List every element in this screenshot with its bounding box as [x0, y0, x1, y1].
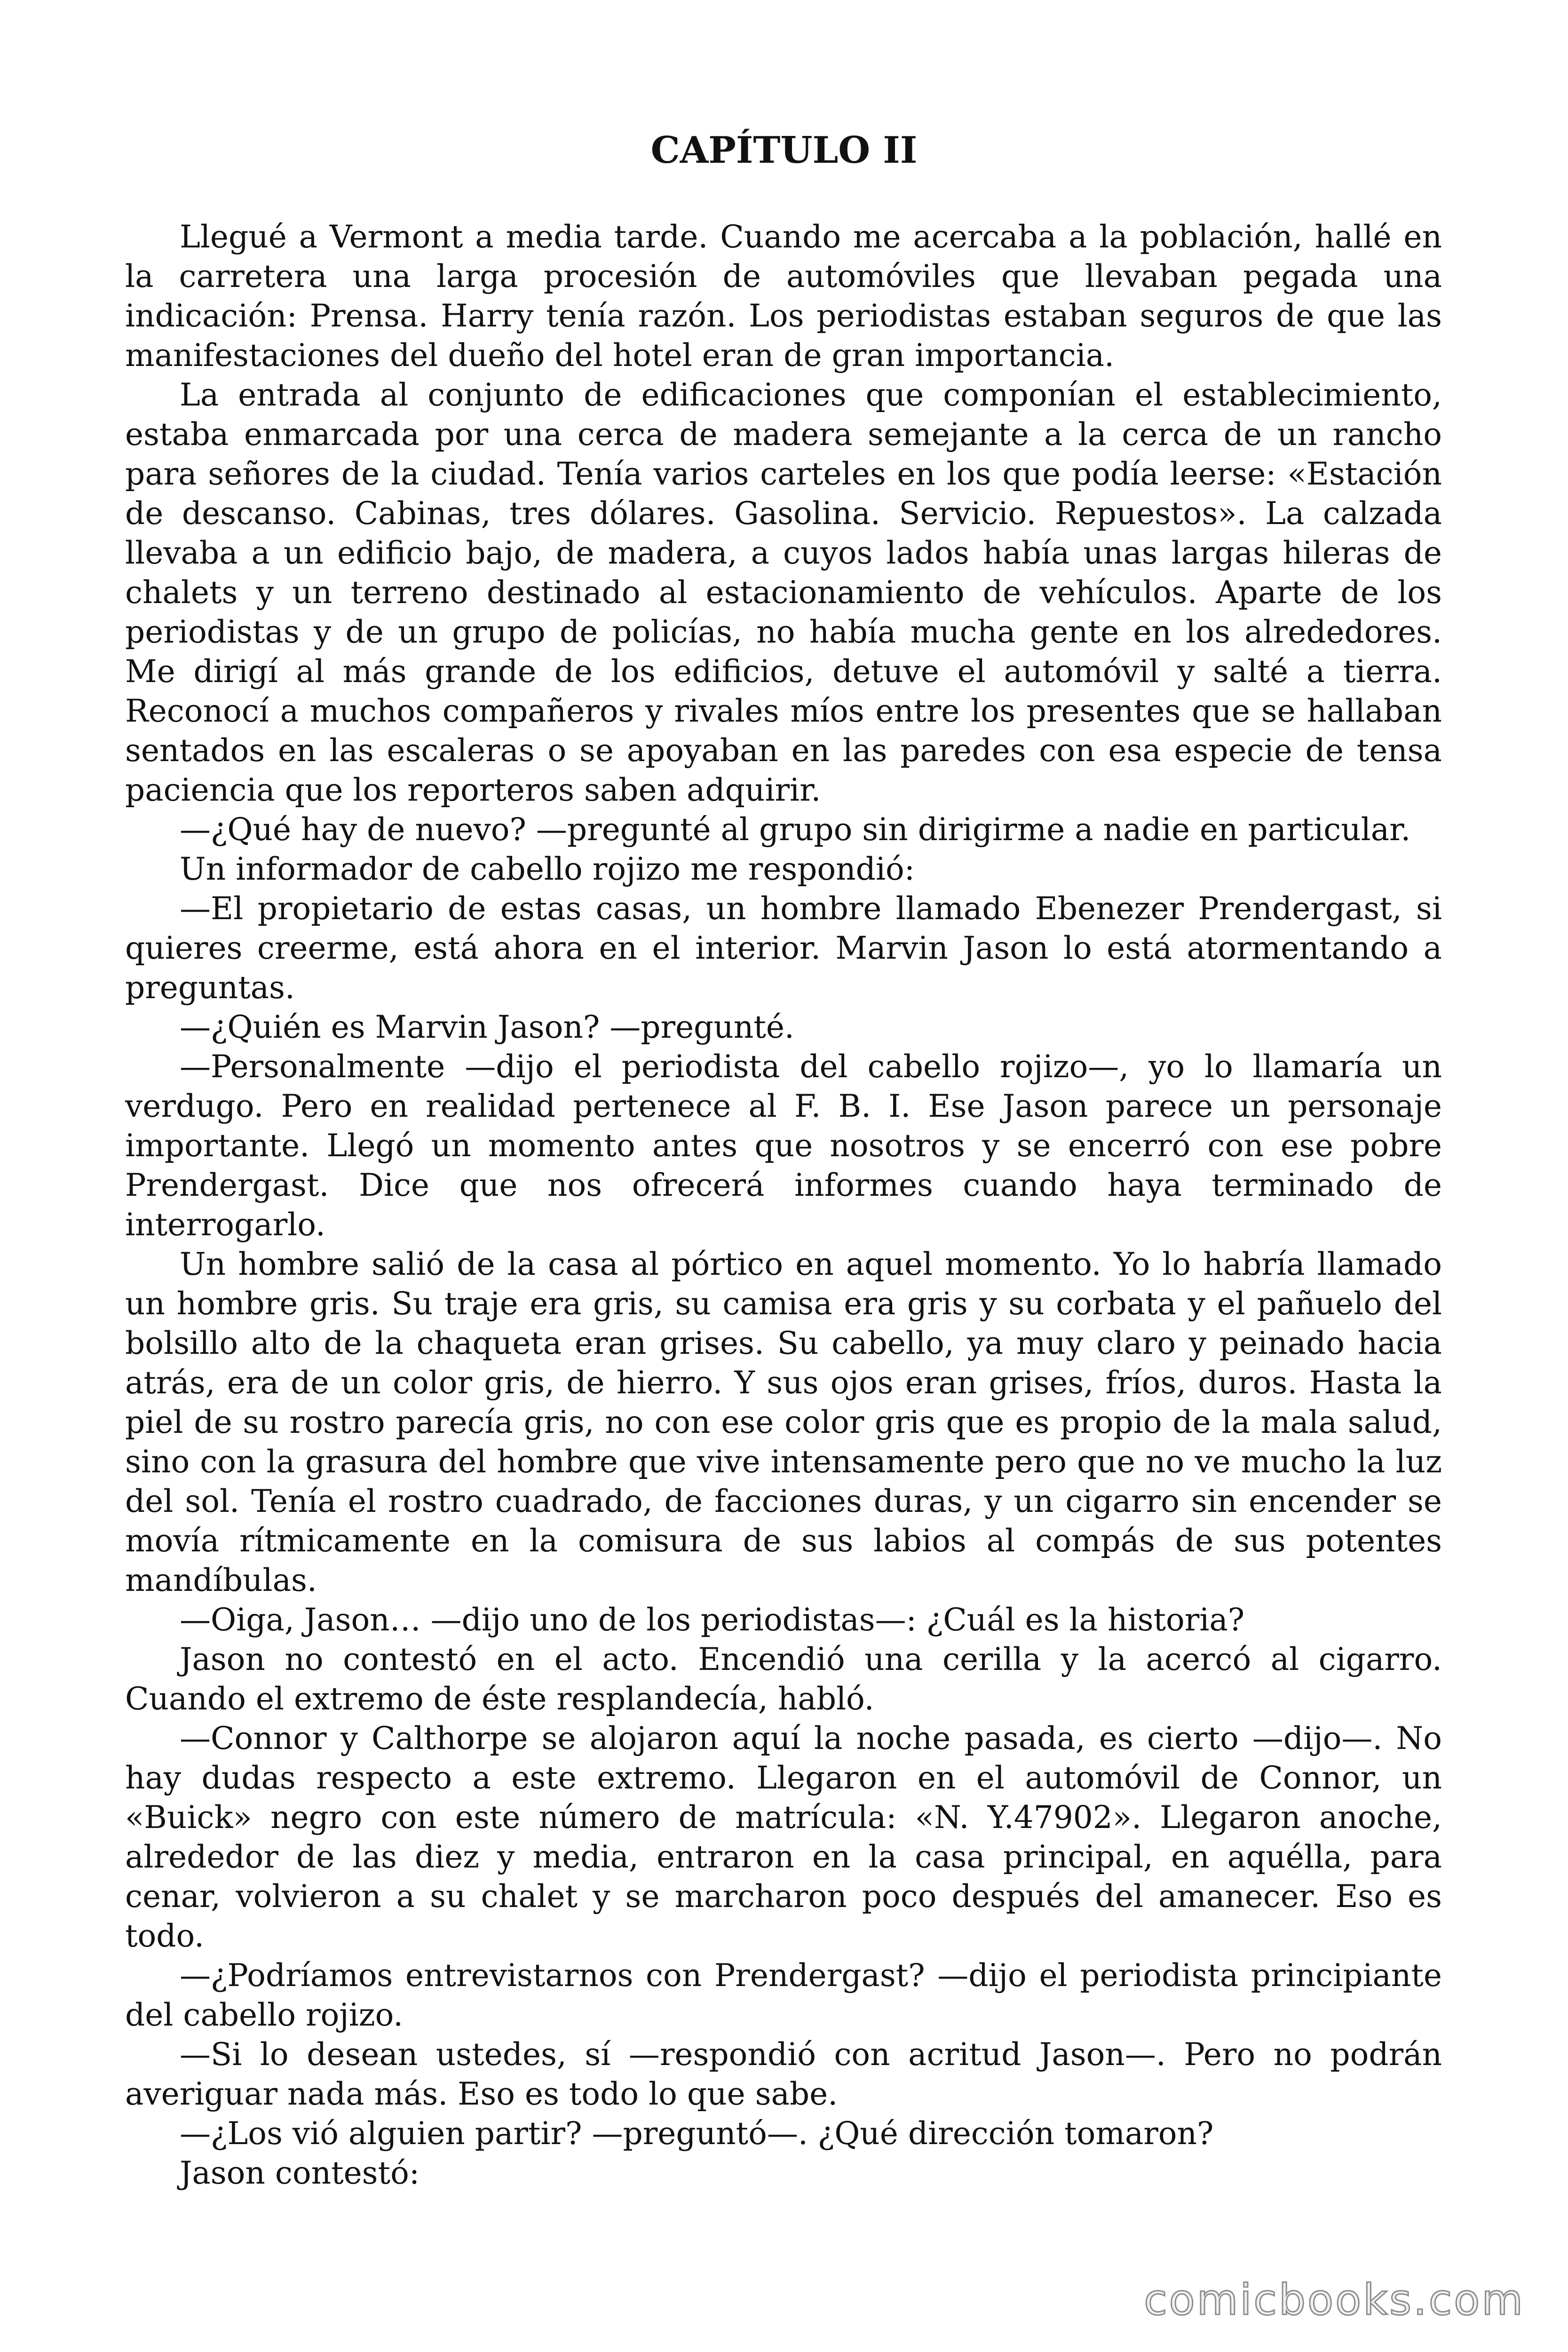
paragraph: —Oiga, Jason… —dijo uno de los periodistas—: ¿Cuál es la historia?: [180, 1602, 1245, 1638]
paragraph: —¿Qué hay de nuevo? —pregunté al grupo sin dirigirme a nadie en particular.: [180, 811, 1411, 848]
paragraph: —El propietario de estas casas, un hombre llamado Ebenezer Prendergast, si quieres creerme, está ahora en el interior. Marvin Jason lo está atormentando a preguntas.: [125, 890, 1442, 1006]
paragraph: —¿Los vió alguien partir? —preguntó—. ¿Qué dirección tomaron?: [180, 2115, 1214, 2152]
paragraph: —Connor y Calthorpe se alojaron aquí la noche pasada, es cierto —dijo—. No hay dudas respecto a este extremo. Llegaron en el automóvil de Connor, un «Buick» negro con este número de matrícula: «N. Y.47902». Llegaron anoche, alrededor de las diez y media, entraron en la casa principal, en aquélla, para cenar, volvieron a su chalet y se marcharon poco después del amanecer. Eso es todo.: [125, 1720, 1442, 1954]
paragraph: Jason no contestó en el acto. Encendió una cerilla y la acercó al cigarro. Cuando el extremo de éste resplandecía, habló.: [125, 1641, 1442, 1717]
watermark-logo: comicbooks.com: [1144, 2275, 1525, 2325]
paragraph: —Personalmente —dijo el periodista del cabello rojizo—, yo lo llamaría un verdugo. Pero en realidad pertenece al F. B. I. Ese Jason parece un personaje importante. Llegó un momento antes que nosotros y se encerró con ese pobre Prendergast. Dice que nos ofrecerá informes cuando haya terminado de interrogarlo.: [125, 1049, 1442, 1243]
paragraph: —¿Podríamos entrevistarnos con Prendergast? —dijo el periodista principiante del cabello rojizo.: [125, 1957, 1442, 2033]
paragraph: Llegué a Vermont a media tarde. Cuando me acercaba a la población, hallé en la carretera una larga procesión de automóviles que llevaban pegada una indicación: Prensa. Harry tenía razón. Los periodistas estaban seguros de que las manifestaciones del dueño del hotel eran de gran importancia.: [125, 219, 1442, 373]
paragraph: Un informador de cabello rojizo me respondió:: [180, 851, 915, 887]
paragraph: —¿Quién es Marvin Jason? —pregunté.: [180, 1009, 794, 1045]
paragraph: —Si lo desean ustedes, sí —respondió con acritud Jason—. Pero no podrán averiguar nada más. Eso es todo lo que sabe.: [125, 2036, 1442, 2112]
chapter-body: [125, 217, 1442, 2193]
paragraph: La entrada al conjunto de edificaciones que componían el establecimiento, estaba enmarcada por una cerca de madera semejante a la cerca de un rancho para señores de la ciudad. Tenía varios carteles en los que podía leerse: «Estación de descanso. Cabinas, tres dólares. Gasolina. Servicio. Repuestos». La calzada llevaba a un edificio bajo, de madera, a cuyos lados había unas largas hileras de chalets y un terreno destinado al estacionamiento de vehículos. Aparte de los periodistas y de un grupo de policías, no había mucha gente en los alrededores. Me dirigí al más grande de los edificios, detuve el automóvil y salté a tierra. Reconocí a muchos compañeros y rivales míos entre los presentes que se hallaban sentados en las escaleras o se apoyaban en las paredes con esa especie de tensa paciencia que los reporteros saben adquirir.: [125, 377, 1442, 808]
paragraph: Un hombre salió de la casa al pórtico en aquel momento. Yo lo habría llamado un hombre gris. Su traje era gris, su camisa era gris y su corbata y el pañuelo del bolsillo alto de la chaqueta eran grises. Su cabello, ya muy claro y peinado hacia atrás, era de un color gris, de hierro. Y sus ojos eran grises, fríos, duros. Hasta la piel de su rostro parecía gris, no con ese color gris que es propio de la mala salud, sino con la grasura del hombre que vive intensamente pero que no ve mucho la luz del sol. Tenía el rostro cuadrado, de facciones duras, y un cigarro sin encender se movía rítmicamente en la comisura de sus labios al compás de sus potentes mandíbulas.: [125, 1246, 1442, 1598]
chapter-title: CAPÍTULO II: [650, 129, 918, 172]
paragraph: Jason contestó:: [180, 2155, 420, 2191]
